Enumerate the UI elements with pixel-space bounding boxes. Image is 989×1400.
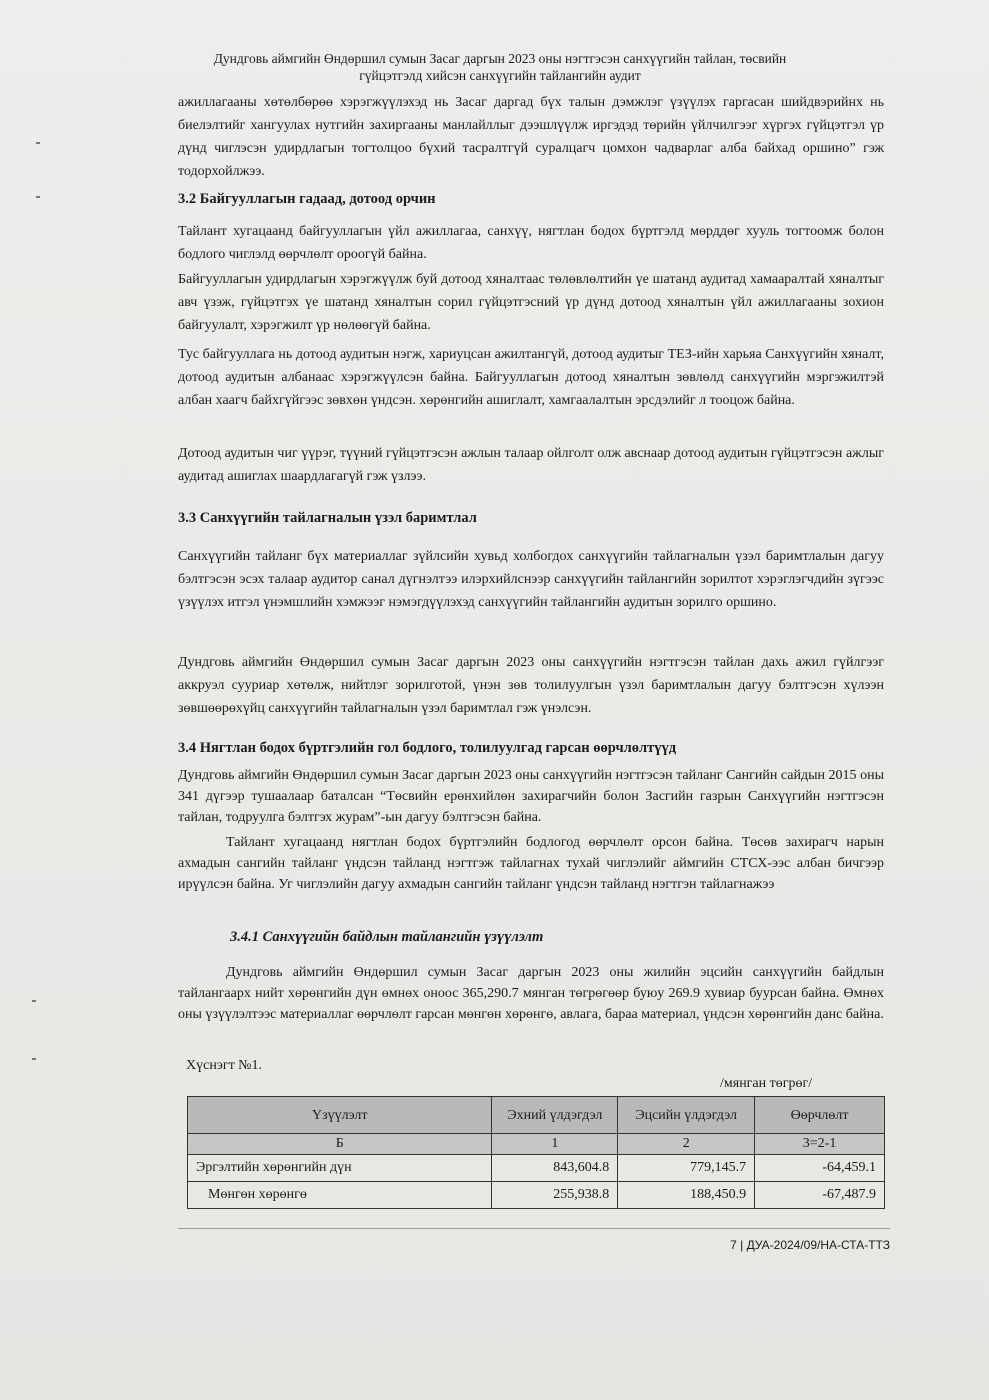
- section-3-2-heading: 3.2 Байгууллагын гадаад, дотоод орчин: [178, 191, 436, 207]
- col-header-indicator: Үзүүлэлт: [188, 1097, 492, 1134]
- section-3-2-p3: Тус байгууллага нь дотоод аудитын нэгж, хариуцсан ажилтангүй, дотоод аудитыг ТЕЗ-ийн харьяа Санхүүгийн хяналт, дотоод аудитын албанаас хэрэгжүүлсэн байна. Байгууллагын дотоод хяналтын зөвлөлд санхүүгийн мэргэжилтэй албан хаагч байхгүйгээс зөвхөн үндсэн. хөрөнгийн ашиглалт, хамгаалалтын эрсдэлийг л тооцож байна.: [178, 347, 884, 408]
- section-3-3-heading: 3.3 Санхүүгийн тайлагналын үзэл баримтлал: [178, 510, 477, 526]
- row-opening-value: 255,938.8: [492, 1182, 618, 1209]
- footer-divider: [178, 1228, 890, 1229]
- scan-mark: [32, 1000, 36, 1002]
- scan-mark: [36, 142, 40, 144]
- intro-paragraph: ажиллагааны хөтөлбөрөө хэрэгжүүлэхэд нь Засаг даргад бүх талын дэмжлэг үзүүлэх гаргасан шийдвэрийнх нь биелэлтийг хангуулах нутгийн захиргааны манлайллыг дээшлүүлж иргэдэд төрийн үйлчилгээг хүргэх гүйцэтгэл үр дүнд чиглэсэн удирдлагын тогтолцоо бүхий тасралтгүй суралцагч цомхон чадварлаг алба байхад оршино” гэж тодорхойлжээ.: [178, 95, 884, 179]
- row-closing-value: 779,145.7: [618, 1155, 755, 1182]
- scan-mark: [36, 196, 40, 198]
- table-header-row: [188, 1097, 885, 1134]
- subheader-cell: 1: [492, 1134, 618, 1155]
- row-label: Мөнгөн хөрөнгө: [188, 1182, 492, 1209]
- balance-table: [187, 1096, 885, 1209]
- section-3-4-heading: 3.4 Нягтлан бодох бүртгэлийн гол бодлого, толилуулгад гарсан өөрчлөлтүүд: [178, 740, 677, 756]
- section-3-2-p2: Байгууллагын удирдлагын хэрэгжүүлж буй дотоод хяналтаас төлөвлөлтийн үе шатанд аудитад хамааралтай хяналтыг авч үзэж, гүйцэтгэх үе шатанд хяналтын сорил гүйцэтгэсний үр дүнд дотоод хяналтын үйл ажиллагааны зохион байгуулалт, хэрэгжилт үр нөлөөгүй байна.: [178, 272, 884, 333]
- row-label: Эргэлтийн хөрөнгийн дүн: [188, 1155, 492, 1182]
- col-header-closing: Эцсийн үлдэгдэл: [618, 1097, 755, 1134]
- row-opening-value: 843,604.8: [492, 1155, 618, 1182]
- col-header-change: Өөрчлөлт: [755, 1097, 885, 1134]
- section-3-4-p1: Дундговь аймгийн Өндөршил сумын Засаг даргын 2023 оны санхүүгийн нэгтгэсэн тайланг Сангийн сайдын 2015 оны 341 дүгээр тушаалаар баталсан “Төсвийн ерөнхийлөн захирагчийн болон Засгийн газрын Санхүүгийн нэгтгэсэн тайлан, тодруулга бэлтгэх журам”-ын дагуу бэлтгэсэн байна.: [178, 768, 884, 825]
- section-3-4-1-heading: 3.4.1 Санхүүгийн байдлын тайлангийн үзүүлэлт: [230, 929, 544, 945]
- table-caption: Хүснэгт №1.: [186, 1058, 263, 1073]
- section-3-3-p1: Санхүүгийн тайланг бүх материаллаг зүйлсийн хувьд холбогдох санхүүгийн тайлагналын үзэл баримтлалын дагуу бэлтгэсэн эсэх талаар аудитор санал дүгнэлтээ илэрхийлснээр санхүүгийн тайлангийн зорилтот хэрэглэгчдийн зүгээс үзүүлэх итгэл үнэмшлийн хэмжээг нэмэгдүүлэхэд санхүүгийн тайлангийн аудитын зорилго оршино.: [178, 549, 884, 610]
- table-row: [188, 1182, 885, 1209]
- section-3-4-p2: Тайлант хугацаанд нягтлан бодох бүртгэлийн бодлогод өөрчлөлт орсон байна. Төсөв захирагч нарын ахмадын сангийн тайланг үндсэн тайланд нэгтгэж тайлагнах тухай чиглэлийг аймгийн СТСХ-ээс албан бичгээр ирүүлсэн байна. Уг чиглэлийн дагуу ахмадын сангийн тайланг үндсэн тайланд нэгтгэн тайлагнажээ: [178, 835, 884, 892]
- header-line-1: Дундговь аймгийн Өндөршил сумын Засаг даргын 2023 оны нэгтгэсэн санхүүгийн тайлан, төсвийн: [213, 51, 787, 66]
- section-3-2-p1: Тайлант хугацаанд байгууллагын үйл ажиллагаа, санхүү, нягтлан бодох бүртгэлд мөрддөг хууль тогтоомж болон бодлого чиглэлд өөрчлөлт ороогүй байна.: [178, 224, 884, 262]
- section-3-2-p4: Дотоод аудитын чиг үүрэг, түүний гүйцэтгэсэн ажлын талаар ойлголт олж авснаар дотоод аудитын гүйцэтгэсэн ажлыг аудитад ашиглах шаардлагагүй гэж үзлээ.: [178, 446, 884, 484]
- page-header: [150, 50, 850, 84]
- table-row: [188, 1155, 885, 1182]
- scan-mark: [32, 1058, 36, 1060]
- subheader-cell: 3=2-1: [755, 1134, 885, 1155]
- subheader-cell: Б: [188, 1134, 492, 1155]
- section-3-3-p2: Дундговь аймгийн Өндөршил сумын Засаг даргын 2023 оны санхүүгийн нэгтгэсэн тайлан дахь ажил гүйлгээг аккруэл сууриар хөтөлж, нийтлэг зорилготой, үнэн зөв толилуулгын үзэл баримтлалын дагуу бэлтгэсэн хүлээн зөвшөөрөхүйц санхүүгийн тайлагналын үзэл баримтлал гэж үнэлсэн.: [178, 655, 884, 716]
- table-subheader-row: [188, 1134, 885, 1155]
- subheader-cell: 2: [618, 1134, 755, 1155]
- row-change-value: -67,487.9: [755, 1182, 885, 1209]
- row-change-value: -64,459.1: [755, 1155, 885, 1182]
- col-header-opening: Эхний үлдэгдэл: [492, 1097, 618, 1134]
- page-footer: 7 | ДУА-2024/09/НА-СТА-ТТЗ: [730, 1238, 890, 1252]
- header-line-2: гүйцэтгэлд хийсэн санхүүгийн тайлангийн аудит: [359, 68, 641, 83]
- row-closing-value: 188,450.9: [618, 1182, 755, 1209]
- section-3-4-1-p1: Дундговь аймгийн Өндөршил сумын Засаг даргын 2023 оны жилийн эцсийн санхүүгийн байдлын тайлангаарх нийт хөрөнгийн дүн өмнөх оноос 365,290.7 мянган төгрөгөөр буюу 269.9 хувиар буурсан байна. Өмнөх оны үзүүлэлтээс материаллаг өөрчлөлт гарсан мөнгөн хөрөнгө, авлага, бараа материал, үндсэн хөрөнгийн данс байна.: [178, 965, 884, 1022]
- table-unit: /мянган төгрөг/: [720, 1076, 813, 1091]
